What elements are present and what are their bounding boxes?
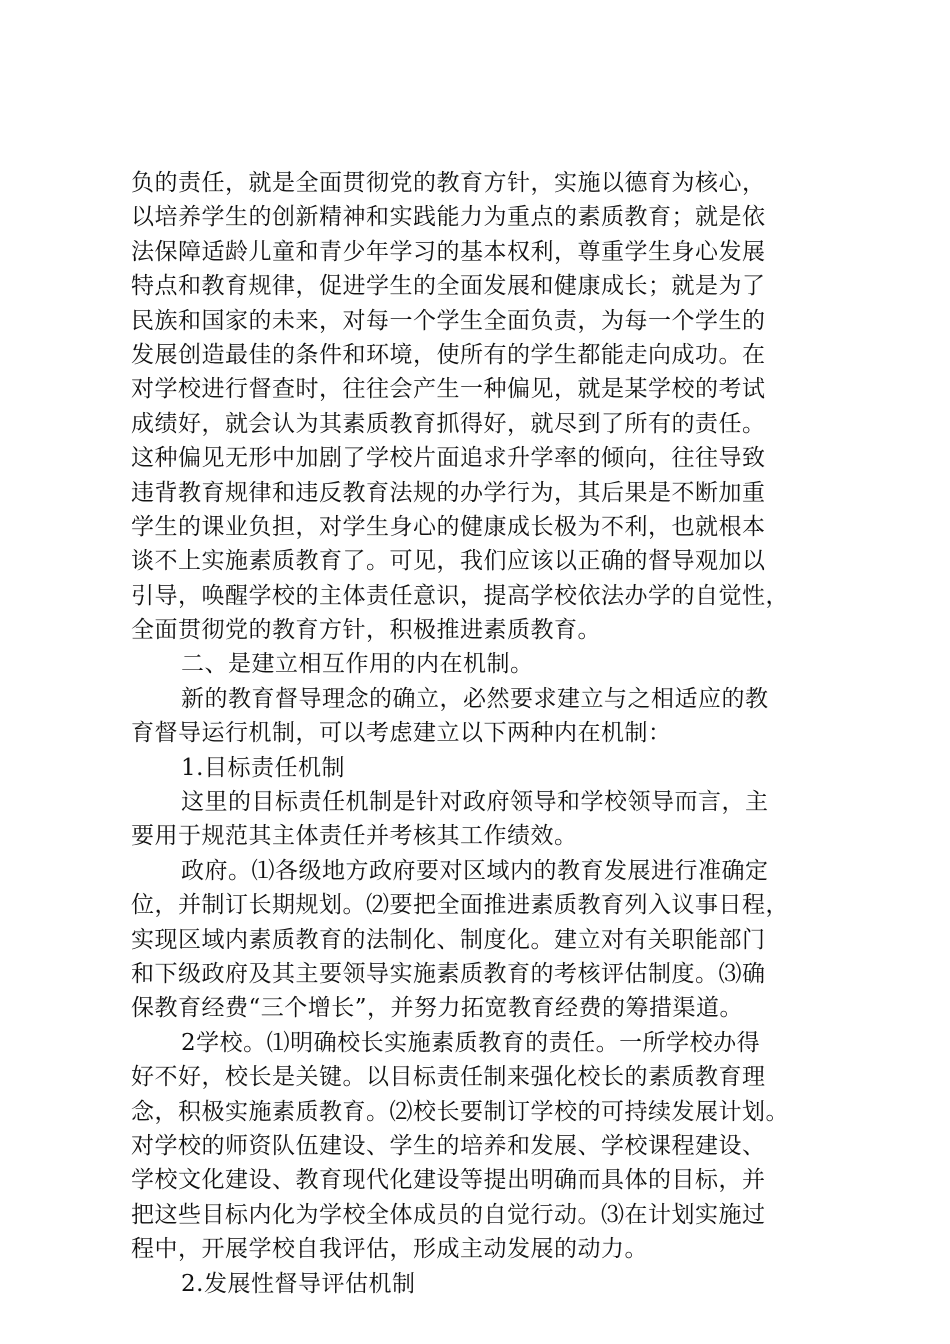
text-line: 全面贯彻党的教育方针，积极推进素质教育。 <box>131 617 601 644</box>
subsection-heading: 2.发展性督导评估机制 <box>181 1270 416 1297</box>
text-line: 政府。⑴各级地方政府要对区域内的教育发展进行准确定 <box>181 857 769 884</box>
text-line: 念，积极实施素质教育。⑵校长要制订学校的可持续发展计划。 <box>131 1098 789 1125</box>
text-line: 发展创造最佳的条件和环境，使所有的学生都能走向成功。在 <box>131 341 766 368</box>
text-line: 学校文化建设、教育现代化建设等提出明确而具体的目标，并 <box>131 1167 766 1194</box>
text-line: 引导，唤醒学校的主体责任意识，提高学校依法办学的自觉性， <box>131 582 789 609</box>
text-line: 这种偏见无形中加剧了学校片面追求升学率的倾向，往往导致 <box>131 445 766 472</box>
text-line: 对学校进行督查时，往往会产生一种偏见，就是某学校的考试 <box>131 376 766 403</box>
text-line: 违背教育规律和违反教育法规的办学行为，其后果是不断加重 <box>131 479 766 506</box>
text-line: 对学校的师资队伍建设、学生的培养和发展、学校课程建设、 <box>131 1132 766 1159</box>
text-line: 法保障适龄儿童和青少年学习的基本权利，尊重学生身心发展 <box>131 238 766 265</box>
subsection-heading: 1.目标责任机制 <box>181 754 345 781</box>
text-line: 保教育经费“三个增长”，并努力拓宽教育经费的筹措渠道。 <box>131 995 744 1022</box>
text-line: 把这些目标内化为学校全体成员的自觉行动。⑶在计划实施过 <box>131 1201 766 1228</box>
text-line: 实现区域内素质教育的法制化、制度化。建立对有关职能部门 <box>131 926 766 953</box>
text-line: 这里的目标责任机制是针对政府领导和学校领导而言，主 <box>181 789 769 816</box>
text-line: 程中，开展学校自我评估，形成主动发展的动力。 <box>131 1236 648 1263</box>
section-heading: 二、是建立相互作用的内在机制。 <box>181 651 534 678</box>
document-body-text <box>131 166 861 1301</box>
text-line: 特点和教育规律，促进学生的全面发展和健康成长；就是为了 <box>131 273 766 300</box>
text-line: 民族和国家的未来，对每一个学生全面负责，为每一个学生的 <box>131 307 766 334</box>
text-line: 好不好，校长是关键。以目标责任制来强化校长的素质教育理 <box>131 1064 766 1091</box>
text-line: 育督导运行机制，可以考虑建立以下两种内在机制： <box>131 720 672 747</box>
text-line: 学生的课业负担，对学生身心的健康成长极为不利，也就根本 <box>131 513 766 540</box>
text-line: 要用于规范其主体责任并考核其工作绩效。 <box>131 823 578 850</box>
text-line: 负的责任，就是全面贯彻党的教育方针，实施以德育为核心， <box>131 170 766 196</box>
text-line: 谈不上实施素质教育了。可见，我们应该以正确的督导观加以 <box>131 548 766 575</box>
text-line: 和下级政府及其主要领导实施素质教育的考核评估制度。⑶确 <box>131 960 766 987</box>
text-line: 新的教育督导理念的确立，必然要求建立与之相适应的教 <box>181 685 769 712</box>
text-line: 位，并制订长期规划。⑵要把全面推进素质教育列入议事日程， <box>131 892 789 919</box>
text-line: 成绩好，就会认为其素质教育抓得好，就尽到了所有的责任。 <box>131 410 766 437</box>
text-line: 以培养学生的创新精神和实践能力为重点的素质教育；就是依 <box>131 204 766 231</box>
text-line: 2学校。⑴明确校长实施素质教育的责任。一所学校办得 <box>181 1029 761 1056</box>
